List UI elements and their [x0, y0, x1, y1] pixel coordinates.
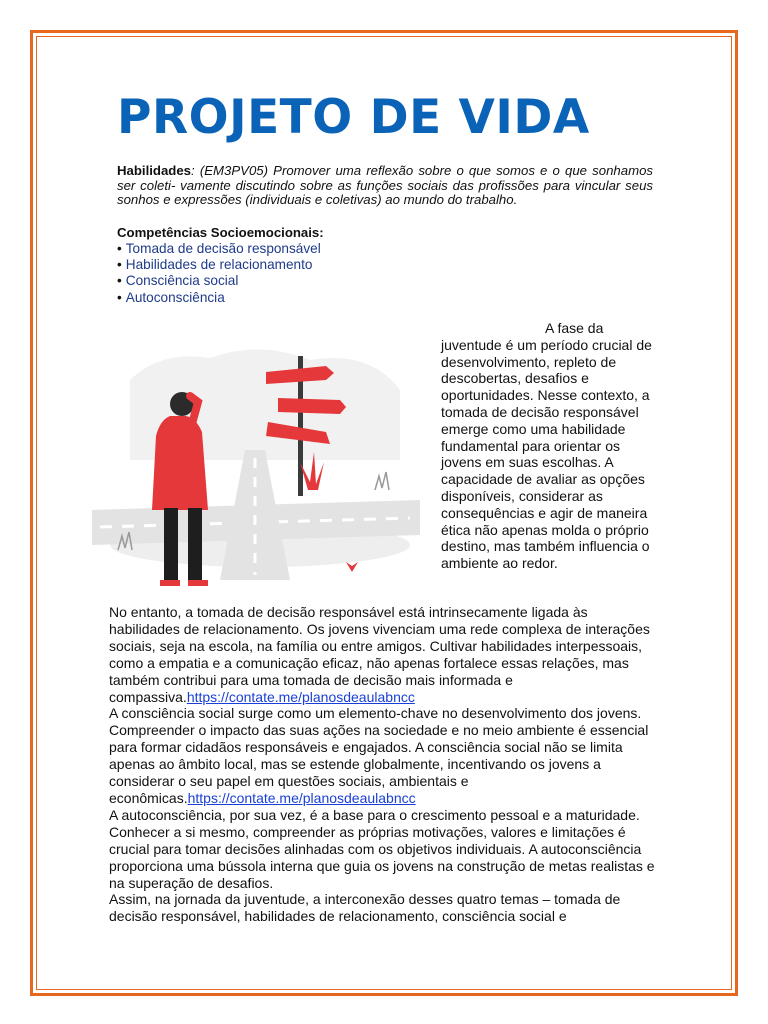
skill-label: Habilidades de relacionamento: [125, 257, 313, 273]
bullet-icon: •: [117, 273, 122, 289]
paragraph-text: A autoconsciência, por sua vez, é a base para o crescimento pessoal e a maturidade. Conhecer a si mesmo, compreender as próprias motivações, valores e limitações é crucial para tomar decisões alinhadas com os objetivos individuais. A autoconsciência proporciona uma bússola interna que guia os jovens na construção de metas realistas e na superação de desafios.: [109, 806, 655, 891]
skill-label: Tomada de decisão responsável: [125, 241, 321, 256]
body-text: [109, 604, 657, 925]
crossroads-illustration: [90, 340, 420, 590]
page-title: PROJETO DE VIDA: [117, 90, 590, 145]
intro-paragraph: [441, 320, 656, 572]
habilidades-code: (EM3PV05): [194, 163, 269, 178]
habilidades-text: Promover uma reflexão sobre o que somos e o que sonhamos ser coleti- vamente discutindo sobre as funções sociais das profissões para vincular seus sonhos e expressões (individuais e coletivas) ao mundo do trabalho.: [117, 163, 654, 207]
list-item: [117, 290, 321, 306]
paragraph: [109, 604, 657, 705]
bullet-icon: •: [117, 289, 122, 305]
competencias-list: [117, 241, 321, 306]
paragraph-text: A consciência social surge como um elemento-chave no desenvolvimento dos jovens. Compreender o impacto das suas ações na sociedade e no meio ambiente é essencial para formar cidadãos responsáveis e engajados. A consciência social não se limita apenas ao âmbito local, mas se estende globalmente, incentivando os jovens a considerar o seu papel em questões sociais, ambientais e econômicas.: [109, 705, 649, 806]
intro-text: A fase da juventude é um período crucial de desenvolvimento, repleto de descobertas, desafios e oportunidades. Nesse contexto, a tomada de decisão responsável emerge como uma habilidade fundamental para orientar os jovens em suas escolhas. A capacidade de avaliar as opções disponíveis, considerar as consequências e agir de maneira ética não apenas molda o próprio destino, mas também influencia o ambiente ao redor.: [441, 320, 652, 572]
list-item: [117, 273, 321, 289]
paragraph: [109, 705, 657, 806]
bullet-icon: •: [117, 241, 122, 256]
skill-label: Consciência social: [125, 273, 239, 289]
paragraph: [109, 807, 657, 892]
list-item: [117, 241, 321, 257]
paragraph-link[interactable]: https://contate.me/planosdeaulabncc: [186, 688, 415, 705]
habilidades-label: Habilidades: [117, 163, 192, 178]
competencias-title: Competências Socioemocionais:: [117, 225, 324, 240]
skill-label: Autoconsciência: [125, 289, 225, 305]
bullet-icon: •: [117, 257, 122, 273]
habilidades-colon: :: [191, 163, 195, 178]
paragraph-text: No entanto, a tomada de decisão responsável está intrinsecamente ligada às habilidades de relacionamento. Os jovens vivenciam uma rede complexa de interações sociais, seja na escola, na família ou entre amigos. Cultivar habilidades interpessoais, como a empatia e a comunicação eficaz, não apenas fortalece essas relações, mas também contribui para uma tomada de decisão mais informada e compassiva.: [109, 604, 650, 705]
paragraph-text: Assim, na jornada da juventude, a interconexão desses quatro temas – tomada de decisão responsável, habilidades de relacionamento, consciência social e: [109, 891, 621, 925]
list-item: [117, 257, 321, 273]
paragraph: [109, 891, 657, 925]
habilidades-paragraph: [117, 164, 653, 208]
paragraph-link[interactable]: https://contate.me/planosdeaulabncc: [187, 789, 416, 806]
